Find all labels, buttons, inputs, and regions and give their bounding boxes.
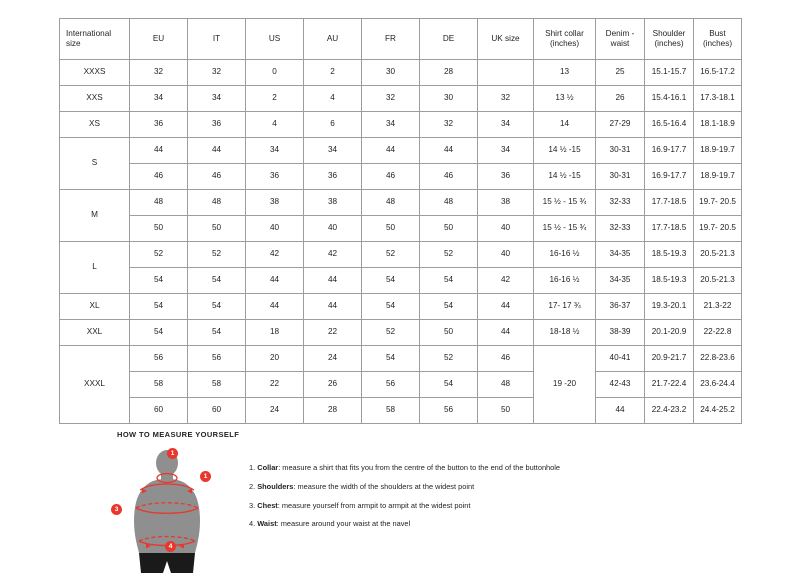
cell-5: 28 — [420, 60, 478, 86]
size-chart-table — [59, 18, 742, 424]
cell-6: 40 — [478, 216, 534, 242]
table-row — [60, 216, 742, 242]
cell-0: 44 — [130, 138, 188, 164]
cell-10: 18.9-19.7 — [694, 164, 742, 190]
cell-6 — [478, 60, 534, 86]
cell-5: 56 — [420, 398, 478, 424]
cell-2: 36 — [246, 164, 304, 190]
cell-3: 44 — [304, 268, 362, 294]
marker-1-collar: 1 — [200, 471, 211, 482]
cell-9: 19.3-20.1 — [645, 294, 694, 320]
cell-2: 2 — [246, 86, 304, 112]
cell-2: 22 — [246, 372, 304, 398]
cell-0: 50 — [130, 216, 188, 242]
cell-international-size: XXXS — [60, 60, 130, 86]
cell-2: 44 — [246, 294, 304, 320]
cell-6: 50 — [478, 398, 534, 424]
cell-5: 54 — [420, 294, 478, 320]
table-row — [60, 60, 742, 86]
cell-3: 34 — [304, 138, 362, 164]
marker-4-waist: 4 — [165, 541, 176, 552]
cell-5: 46 — [420, 164, 478, 190]
table-row — [60, 190, 742, 216]
cell-8: 25 — [596, 60, 645, 86]
cell-5: 30 — [420, 86, 478, 112]
cell-6: 34 — [478, 138, 534, 164]
cell-1: 32 — [188, 60, 246, 86]
cell-8: 30-31 — [596, 138, 645, 164]
step-number: 3. — [249, 500, 256, 510]
cell-4: 50 — [362, 216, 420, 242]
table-row — [60, 372, 742, 398]
cell-10: 22-22.8 — [694, 320, 742, 346]
step-label: Waist — [257, 519, 277, 529]
cell-4: 32 — [362, 86, 420, 112]
measure-steps-list — [249, 449, 560, 538]
cell-3: 38 — [304, 190, 362, 216]
cell-5: 54 — [420, 372, 478, 398]
cell-3: 44 — [304, 294, 362, 320]
cell-10: 18.1-18.9 — [694, 112, 742, 138]
cell-4: 52 — [362, 320, 420, 346]
table-row — [60, 112, 742, 138]
cell-1: 60 — [188, 398, 246, 424]
cell-2: 18 — [246, 320, 304, 346]
cell-6: 44 — [478, 320, 534, 346]
measure-step — [249, 501, 560, 510]
cell-6: 42 — [478, 268, 534, 294]
table-body — [60, 60, 742, 424]
cell-4: 54 — [362, 346, 420, 372]
cell-9: 21.7-22.4 — [645, 372, 694, 398]
table-row — [60, 86, 742, 112]
table-row — [60, 138, 742, 164]
column-header-fr: FR — [362, 19, 420, 60]
step-text: : measure around your waist at the navel — [276, 519, 411, 529]
cell-6: 48 — [478, 372, 534, 398]
cell-9: 15.4-16.1 — [645, 86, 694, 112]
cell-7: 16-16 ½ — [534, 268, 596, 294]
header-row — [60, 19, 742, 60]
cell-0: 54 — [130, 268, 188, 294]
cell-4: 54 — [362, 268, 420, 294]
cell-5: 48 — [420, 190, 478, 216]
cell-7: 15 ½ - 15 ¾ — [534, 190, 596, 216]
cell-10: 16.5-17.2 — [694, 60, 742, 86]
cell-1: 44 — [188, 138, 246, 164]
cell-0: 36 — [130, 112, 188, 138]
cell-2: 20 — [246, 346, 304, 372]
step-text: : measure a shirt that fits you from the centre of the button to the end of the buttonhole — [278, 463, 561, 472]
column-header-it: IT — [188, 19, 246, 60]
table-header — [60, 19, 742, 60]
step-label: Collar — [257, 463, 279, 472]
cell-10: 18.9-19.7 — [694, 138, 742, 164]
cell-7: 13 ½ — [534, 86, 596, 112]
cell-5: 50 — [420, 320, 478, 346]
cell-7: 16-16 ½ — [534, 242, 596, 268]
cell-2: 42 — [246, 242, 304, 268]
step-label: Shoulders — [257, 481, 294, 491]
cell-9: 16.9-17.7 — [645, 138, 694, 164]
cell-international-size: XXL — [60, 320, 130, 346]
cell-10: 21.3-22 — [694, 294, 742, 320]
cell-4: 58 — [362, 398, 420, 424]
cell-0: 46 — [130, 164, 188, 190]
torso-diagram-icon — [117, 449, 227, 574]
cell-5: 54 — [420, 268, 478, 294]
cell-2: 34 — [246, 138, 304, 164]
cell-0: 54 — [130, 294, 188, 320]
cell-1: 56 — [188, 346, 246, 372]
step-text: : measure yourself from armpit to armpit at the widest point — [277, 500, 471, 510]
table-row — [60, 346, 742, 372]
cell-4: 30 — [362, 60, 420, 86]
cell-7: 19 -20 — [534, 346, 596, 424]
cell-9: 20.1-20.9 — [645, 320, 694, 346]
cell-2: 4 — [246, 112, 304, 138]
cell-9: 17.7-18.5 — [645, 216, 694, 242]
cell-5: 52 — [420, 242, 478, 268]
cell-10: 17.3-18.1 — [694, 86, 742, 112]
cell-0: 34 — [130, 86, 188, 112]
cell-4: 48 — [362, 190, 420, 216]
step-number: 1. — [249, 463, 256, 472]
cell-1: 36 — [188, 112, 246, 138]
cell-7: 15 ½ - 15 ¾ — [534, 216, 596, 242]
cell-1: 54 — [188, 320, 246, 346]
cell-1: 50 — [188, 216, 246, 242]
cell-9: 22.4-23.2 — [645, 398, 694, 424]
cell-0: 48 — [130, 190, 188, 216]
cell-9: 20.9-21.7 — [645, 346, 694, 372]
cell-8: 27-29 — [596, 112, 645, 138]
cell-9: 16.9-17.7 — [645, 164, 694, 190]
cell-3: 6 — [304, 112, 362, 138]
cell-9: 17.7-18.5 — [645, 190, 694, 216]
cell-7: 14 — [534, 112, 596, 138]
column-header-bust: Bust (inches) — [694, 19, 742, 60]
how-to-measure-title: HOW TO MEASURE YOURSELF — [117, 430, 240, 439]
cell-7: 14 ½ -15 — [534, 164, 596, 190]
cell-9: 15.1-15.7 — [645, 60, 694, 86]
table-row — [60, 164, 742, 190]
step-label: Chest — [257, 500, 278, 510]
cell-8: 32-33 — [596, 216, 645, 242]
cell-8: 32-33 — [596, 190, 645, 216]
cell-1: 54 — [188, 268, 246, 294]
cell-4: 46 — [362, 164, 420, 190]
column-header-us: US — [246, 19, 304, 60]
cell-2: 24 — [246, 398, 304, 424]
cell-0: 56 — [130, 346, 188, 372]
marker-3-chest: 3 — [111, 504, 122, 515]
cell-5: 44 — [420, 138, 478, 164]
cell-7: 14 ½ -15 — [534, 138, 596, 164]
cell-1: 46 — [188, 164, 246, 190]
cell-6: 36 — [478, 164, 534, 190]
cell-6: 32 — [478, 86, 534, 112]
measure-step — [249, 482, 560, 491]
cell-7: 13 — [534, 60, 596, 86]
measure-step — [249, 463, 560, 472]
cell-10: 22.8-23.6 — [694, 346, 742, 372]
cell-7: 18-18 ½ — [534, 320, 596, 346]
cell-2: 44 — [246, 268, 304, 294]
cell-8: 42-43 — [596, 372, 645, 398]
cell-3: 24 — [304, 346, 362, 372]
cell-4: 52 — [362, 242, 420, 268]
cell-8: 30-31 — [596, 164, 645, 190]
marker-1-collar-top: 1 — [167, 448, 178, 459]
cell-10: 19.7- 20.5 — [694, 216, 742, 242]
cell-2: 38 — [246, 190, 304, 216]
cell-1: 48 — [188, 190, 246, 216]
table-row — [60, 294, 742, 320]
cell-3: 2 — [304, 60, 362, 86]
cell-3: 36 — [304, 164, 362, 190]
table-row — [60, 320, 742, 346]
cell-international-size: L — [60, 242, 130, 294]
cell-international-size: XXXL — [60, 346, 130, 424]
table-row — [60, 398, 742, 424]
column-header-denim-waist: Denim - waist — [596, 19, 645, 60]
cell-1: 54 — [188, 294, 246, 320]
column-header-uk-size: UK size — [478, 19, 534, 60]
body-figure — [114, 449, 227, 574]
table-row — [60, 242, 742, 268]
cell-8: 36-37 — [596, 294, 645, 320]
cell-4: 54 — [362, 294, 420, 320]
cell-10: 19.7- 20.5 — [694, 190, 742, 216]
step-number: 2. — [249, 481, 256, 491]
cell-international-size: XS — [60, 112, 130, 138]
cell-international-size: S — [60, 138, 130, 190]
cell-2: 0 — [246, 60, 304, 86]
cell-4: 44 — [362, 138, 420, 164]
cell-7: 17- 17 ¾ — [534, 294, 596, 320]
cell-6: 44 — [478, 294, 534, 320]
cell-8: 34-35 — [596, 268, 645, 294]
cell-3: 22 — [304, 320, 362, 346]
how-to-measure-section — [114, 430, 717, 574]
cell-4: 56 — [362, 372, 420, 398]
column-header-shoulder: Shoulder (inches) — [645, 19, 694, 60]
cell-2: 40 — [246, 216, 304, 242]
column-header-shirt-collar: Shirt collar (inches) — [534, 19, 596, 60]
cell-9: 18.5-19.3 — [645, 242, 694, 268]
cell-3: 42 — [304, 242, 362, 268]
cell-3: 40 — [304, 216, 362, 242]
cell-1: 58 — [188, 372, 246, 398]
cell-6: 46 — [478, 346, 534, 372]
cell-0: 32 — [130, 60, 188, 86]
column-header-international-size: International size — [60, 19, 130, 60]
cell-0: 58 — [130, 372, 188, 398]
cell-5: 50 — [420, 216, 478, 242]
cell-6: 34 — [478, 112, 534, 138]
cell-0: 52 — [130, 242, 188, 268]
cell-3: 26 — [304, 372, 362, 398]
cell-5: 52 — [420, 346, 478, 372]
cell-9: 16.5-16.4 — [645, 112, 694, 138]
column-header-au: AU — [304, 19, 362, 60]
cell-6: 38 — [478, 190, 534, 216]
cell-0: 60 — [130, 398, 188, 424]
column-header-de: DE — [420, 19, 478, 60]
cell-10: 24.4-25.2 — [694, 398, 742, 424]
cell-international-size: XXS — [60, 86, 130, 112]
cell-8: 40-41 — [596, 346, 645, 372]
cell-8: 34-35 — [596, 242, 645, 268]
table-row — [60, 268, 742, 294]
cell-6: 40 — [478, 242, 534, 268]
cell-10: 23.6-24.4 — [694, 372, 742, 398]
cell-international-size: XL — [60, 294, 130, 320]
cell-0: 54 — [130, 320, 188, 346]
cell-8: 44 — [596, 398, 645, 424]
cell-9: 18.5-19.3 — [645, 268, 694, 294]
cell-1: 34 — [188, 86, 246, 112]
cell-3: 28 — [304, 398, 362, 424]
step-text: : measure the width of the shoulders at the widest point — [293, 481, 475, 491]
cell-8: 38-39 — [596, 320, 645, 346]
cell-international-size: M — [60, 190, 130, 242]
cell-4: 34 — [362, 112, 420, 138]
cell-1: 52 — [188, 242, 246, 268]
cell-10: 20.5-21.3 — [694, 268, 742, 294]
step-number: 4. — [249, 519, 256, 529]
cell-8: 26 — [596, 86, 645, 112]
cell-5: 32 — [420, 112, 478, 138]
measure-step — [249, 519, 560, 528]
cell-10: 20.5-21.3 — [694, 242, 742, 268]
cell-3: 4 — [304, 86, 362, 112]
column-header-eu: EU — [130, 19, 188, 60]
